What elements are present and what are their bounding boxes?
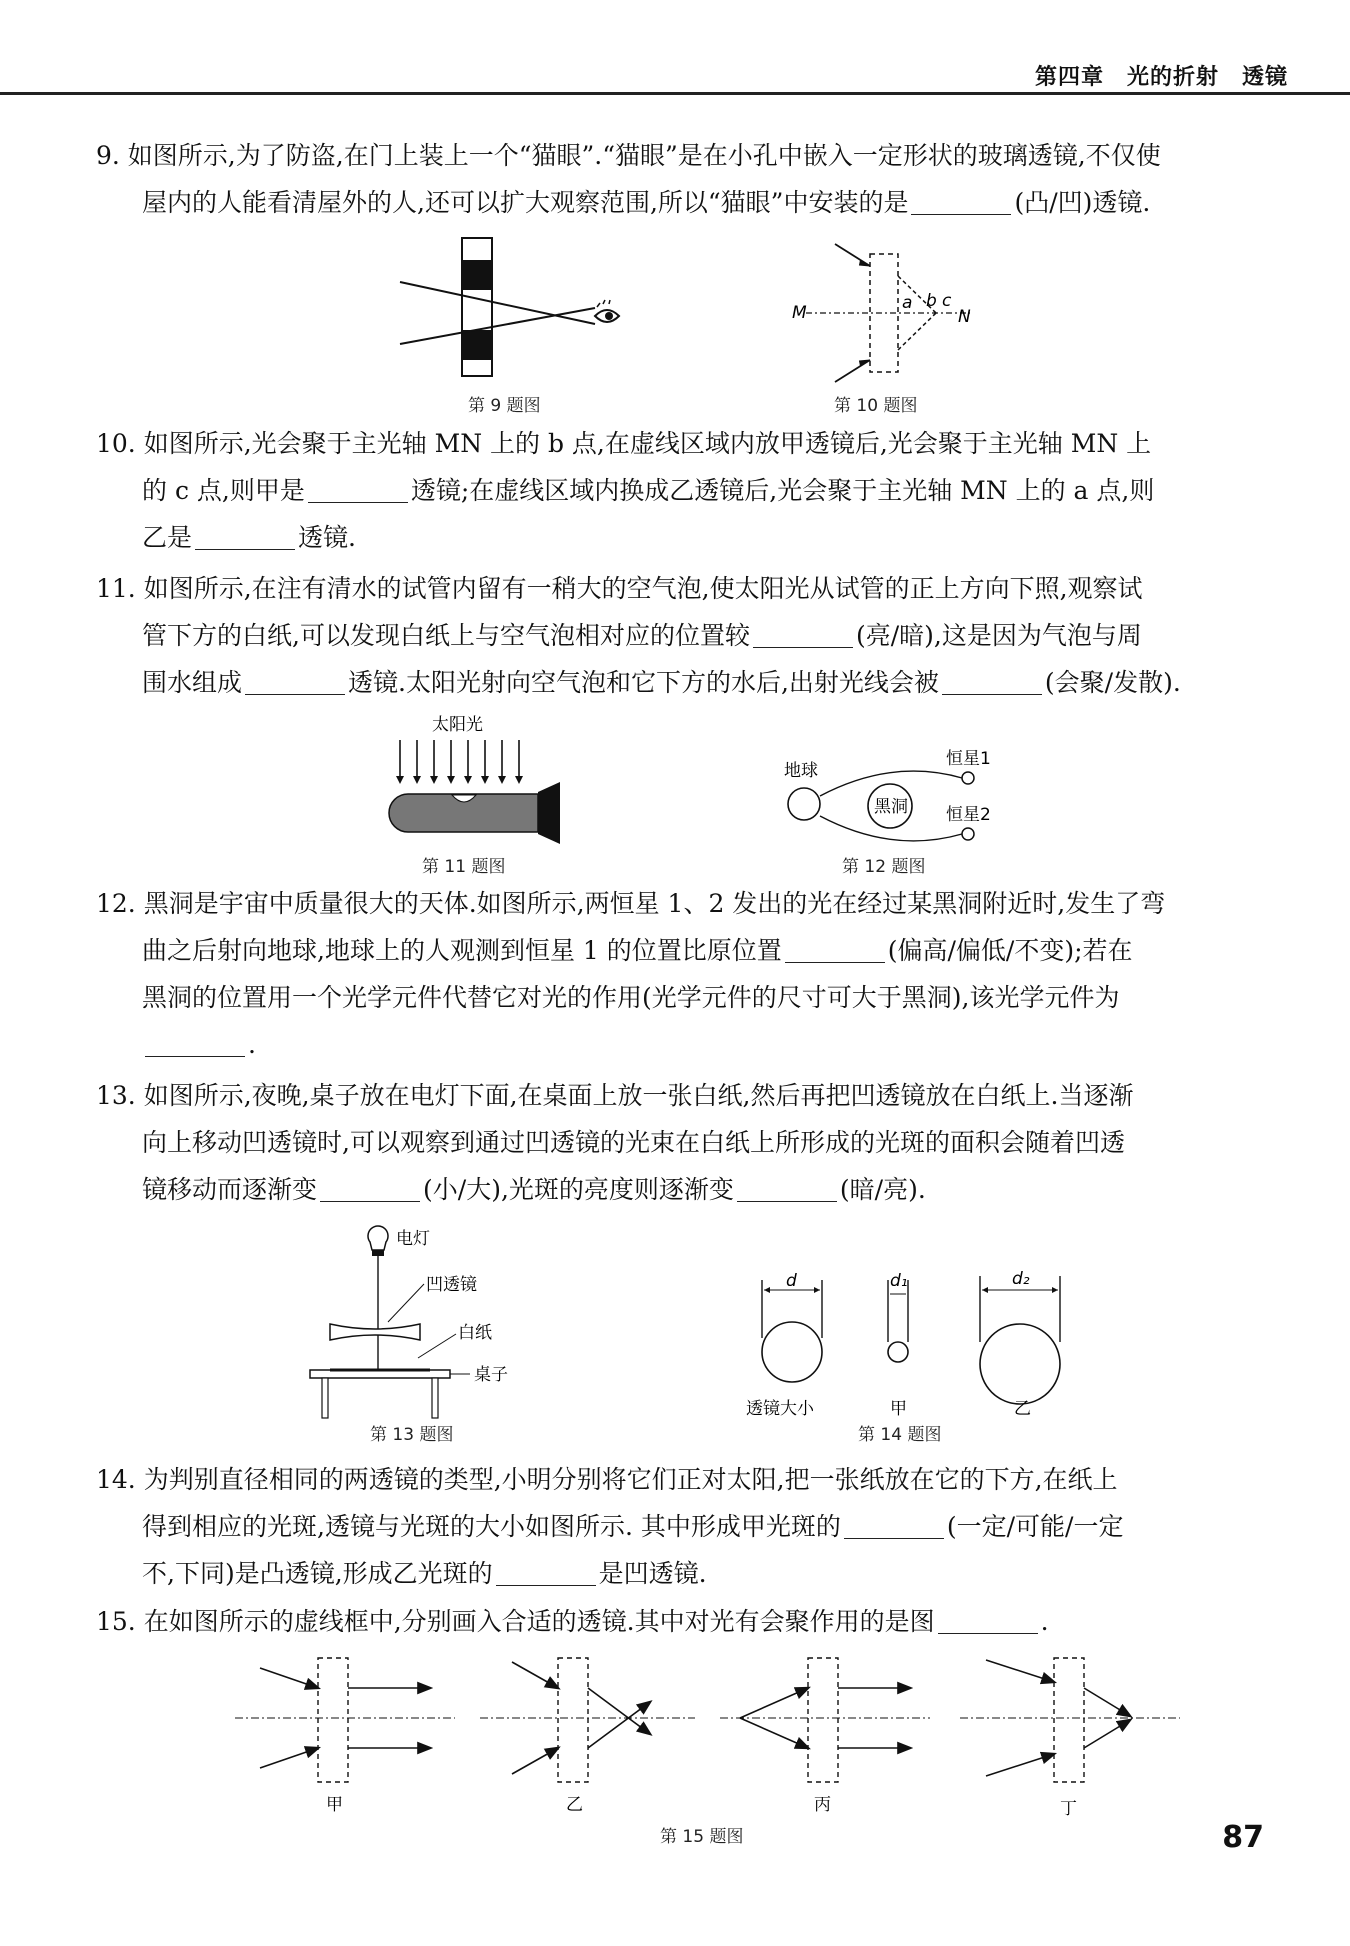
q10-line1: 10. 如图所示,光会聚于主光轴 MN 上的 b 点,在虚线区域内放甲透镜后,光会聚于主光轴 MN 上	[96, 429, 1152, 458]
q12-line1: 12. 黑洞是宇宙中质量很大的天体.如图所示,两恒星 1、2 发出的光在经过某黑洞附近时,发生了弯	[96, 889, 1166, 918]
q14-line1: 14. 为判别直径相同的两透镜的类型,小明分别将它们正对太阳,把一张纸放在它的下方,在纸上	[96, 1465, 1118, 1494]
answer-blank[interactable]	[145, 1026, 245, 1057]
q10-line2	[96, 467, 1276, 514]
q13-line1: 13. 如图所示,夜晚,桌子放在电灯下面,在桌面上放一张白纸,然后再把凹透镜放在白纸上.当逐渐	[96, 1081, 1134, 1110]
answer-blank[interactable]	[320, 1171, 420, 1202]
fig15-lens-boxes	[230, 1652, 1190, 1822]
sunlight-arrows	[400, 740, 519, 782]
answer-blank[interactable]	[308, 472, 408, 503]
fig14-light-spots	[740, 1268, 1080, 1428]
q13-text: (暗/亮).	[839, 1175, 926, 1204]
fig15-label-yi: 乙	[566, 1795, 583, 1815]
label-d: d	[786, 1271, 797, 1291]
label-b: b	[926, 291, 937, 311]
q10-text: 乙是	[142, 523, 193, 552]
answer-blank[interactable]	[785, 932, 885, 963]
bulb-icon	[368, 1226, 388, 1250]
earth-circle	[788, 788, 820, 820]
q11-line3	[96, 659, 1276, 706]
spot-yi-circle	[980, 1324, 1060, 1404]
fig9-door-peephole	[390, 232, 650, 392]
q13-text: 镜移动而逐渐变	[142, 1175, 318, 1204]
label-c: c	[942, 291, 952, 311]
q10-text: 透镜.	[298, 523, 356, 552]
q11-text: 管下方的白纸,可以发现白纸上与空气泡相对应的位置较	[142, 621, 750, 650]
lens-label: 凹透镜	[426, 1275, 477, 1295]
answer-blank[interactable]	[195, 519, 295, 550]
answer-blank[interactable]	[911, 184, 1011, 215]
fig13-lamp-lens-table	[300, 1220, 540, 1430]
q11-text: 围水组成	[142, 668, 243, 697]
q14-text: 不,下同)是凸透镜,形成乙光斑的	[142, 1559, 493, 1588]
question-10	[96, 420, 1276, 561]
fig13-caption: 第 13 题图	[370, 1425, 454, 1445]
q13-line2: 向上移动凹透镜时,可以观察到通过凹透镜的光束在白纸上所形成的光斑的面积会随着凹透	[142, 1128, 1125, 1157]
lens-size-label: 透镜大小	[746, 1399, 814, 1419]
q14-text: 是凹透镜.	[598, 1559, 707, 1588]
q12-text: .	[248, 1030, 256, 1059]
q11-text: (亮/暗),这是因为气泡与周	[855, 621, 1142, 650]
chapter-title: 第四章 光的折射 透镜	[1034, 65, 1288, 90]
fig15-bing	[720, 1658, 930, 1782]
spot-jia-label: 甲	[890, 1399, 907, 1419]
fig15-caption: 第 15 题图	[660, 1827, 744, 1847]
q11-text: 透镜.太阳光射向空气泡和它下方的水后,出射光线会被	[348, 668, 939, 697]
q11-text: (会聚/发散).	[1044, 668, 1181, 697]
lens-size-circle	[762, 1322, 822, 1382]
q9-text: (凸/凹)透镜.	[1014, 188, 1151, 217]
earth-label: 地球	[784, 761, 818, 781]
answer-blank[interactable]	[844, 1508, 944, 1539]
fig10-lens-axis	[780, 236, 990, 386]
q10-text: 透镜;在虚线区域内换成乙透镜后,光会聚于主光轴 MN 上的 a 点,则	[410, 476, 1155, 505]
table-label: 桌子	[474, 1365, 508, 1385]
question-12	[96, 880, 1276, 1068]
fig14-caption: 第 14 题图	[858, 1425, 942, 1445]
lamp-label: 电灯	[396, 1229, 430, 1249]
q10-line3	[96, 514, 1276, 561]
concave-lens	[330, 1324, 420, 1340]
fig15-ding	[960, 1658, 1180, 1782]
q10-text: 的 c 点,则甲是	[142, 476, 305, 505]
q11-line2	[96, 612, 1276, 659]
fig10-caption: 第 10 题图	[834, 396, 918, 416]
fig12-caption: 第 12 题图	[842, 857, 926, 877]
q13-line3	[96, 1166, 1276, 1213]
fig15-label-jia: 甲	[326, 1795, 343, 1815]
label-d2: d₂	[1012, 1269, 1030, 1289]
label-m: M	[792, 303, 807, 323]
question-11	[96, 565, 1276, 706]
fig15-yi	[480, 1658, 695, 1782]
answer-blank[interactable]	[938, 1603, 1038, 1634]
question-13	[96, 1072, 1276, 1213]
q14-line3	[96, 1550, 1276, 1597]
page-number: 87	[1222, 1820, 1264, 1855]
label-n: N	[958, 307, 971, 327]
q12-text: (偏高/偏低/不变);若在	[887, 936, 1133, 965]
fig15-label-ding: 丁	[1060, 1799, 1077, 1819]
question-15	[96, 1598, 1276, 1645]
spot-jia-circle	[888, 1342, 908, 1362]
question-9	[96, 132, 1276, 226]
q9-text: 屋内的人能看清屋外的人,还可以扩大观察范围,所以“猫眼”中安装的是	[142, 188, 909, 217]
q14-text: 得到相应的光斑,透镜与光斑的大小如图所示. 其中形成甲光斑的	[142, 1512, 841, 1541]
fig15-label-bing: 丙	[814, 1795, 831, 1815]
blackhole-label: 黑洞	[874, 797, 908, 817]
answer-blank[interactable]	[496, 1555, 596, 1586]
q12-line4	[96, 1021, 1276, 1068]
q11-line1: 11. 如图所示,在注有清水的试管内留有一稍大的空气泡,使太阳光从试管的正上方向下照,观察试	[96, 574, 1143, 603]
answer-blank[interactable]	[245, 664, 345, 695]
label-d1: d₁	[890, 1271, 908, 1291]
q12-line2	[96, 927, 1276, 974]
fig11-caption: 第 11 题图	[422, 857, 506, 877]
q15-line1	[96, 1598, 1276, 1645]
fig15-jia	[235, 1658, 455, 1782]
q13-text: (小/大),光斑的亮度则逐渐变	[423, 1175, 734, 1204]
sun-label: 太阳光	[432, 715, 483, 735]
fig9-caption: 第 9 题图	[468, 396, 541, 416]
q14-line2	[96, 1503, 1276, 1550]
header-rule	[0, 92, 1350, 95]
q12-line3: 黑洞的位置用一个光学元件代替它对光的作用(光学元件的尺寸可大于黑洞),该光学元件为	[142, 983, 1120, 1012]
answer-blank[interactable]	[753, 617, 853, 648]
q9-line2	[96, 179, 1276, 226]
q15-text: 15. 在如图所示的虚线框中,分别画入合适的透镜.其中对光有会聚作用的是图	[96, 1607, 935, 1636]
question-14	[96, 1456, 1276, 1597]
fig12-black-hole	[770, 738, 1010, 848]
q15-text: .	[1040, 1607, 1049, 1636]
star2-label: 恒星2	[946, 805, 991, 825]
q14-text: (一定/可能/一定	[946, 1512, 1124, 1541]
q9-line1: 9. 如图所示,为了防盗,在门上装上一个“猫眼”.“猫眼”是在小孔中嵌入一定形状的玻璃透镜,不仅使	[96, 141, 1161, 170]
label-a: a	[902, 293, 913, 313]
answer-blank[interactable]	[942, 664, 1042, 695]
fig11-test-tube	[370, 712, 570, 852]
page-header	[0, 52, 1350, 96]
paper-label: 白纸	[458, 1323, 492, 1343]
answer-blank[interactable]	[737, 1171, 837, 1202]
spot-yi-label: 乙	[1014, 1399, 1031, 1419]
star1-label: 恒星1	[946, 749, 991, 769]
q12-text: 曲之后射向地球,地球上的人观测到恒星 1 的位置比原位置	[142, 936, 782, 965]
